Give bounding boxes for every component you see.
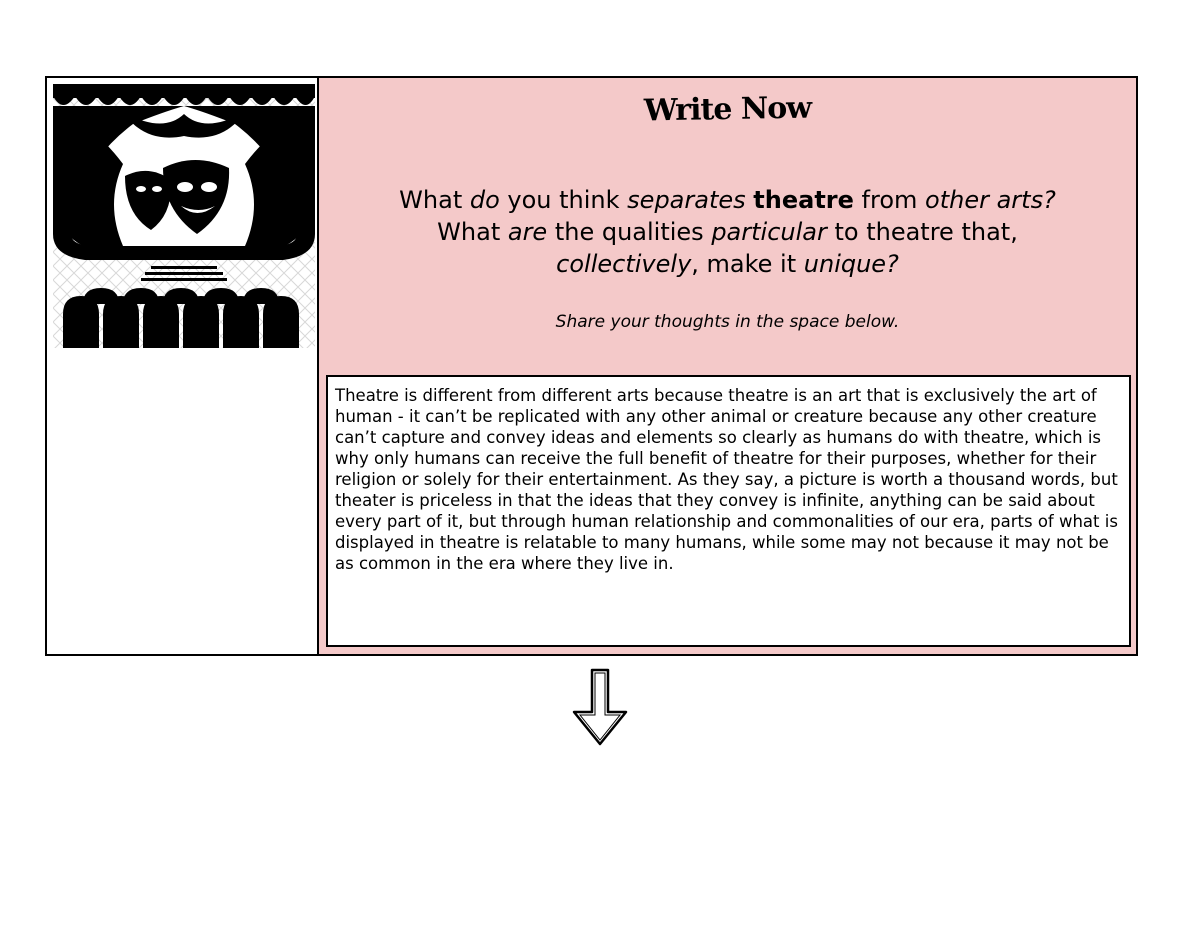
prompt-instruction: Share your thoughts in the space below. (555, 312, 900, 332)
prompt-panel (319, 78, 1136, 654)
prompt-segment: do (469, 186, 500, 214)
page-title: Write Now (643, 90, 812, 129)
prompt-segment: theatre (753, 186, 854, 214)
prompt-segment: What (399, 186, 470, 214)
prompt-segment: are (507, 218, 548, 246)
prompt-segment: What (437, 218, 508, 246)
prompt-segment: from (853, 186, 926, 214)
prompt-question (319, 184, 1136, 280)
answer-textarea[interactable]: Theatre is different from different arts because theatre is an art that is exclusively the art of human - it can’t be replicated with any other animal or creature because any other creature can’t capture and convey ideas and elements so clearly as humans do with theatre, which is why only humans can receive the full benefit of theatre for their purposes, whether for their religion or solely for their entertainment. As they say, a picture is worth a thousand words, but theater is priceless in that the ideas that they convey is infinite, anything can be said about every part of it, but through human relationship and commonalities of our era, parts of what is displayed in theatre is relatable to many humans, while some may not because it may not be as common in the era where they live in. (326, 375, 1131, 647)
prompt-line-1 (319, 184, 1136, 216)
prompt-segment: particular (711, 218, 827, 246)
prompt-segment: you think (499, 186, 628, 214)
prompt-segment: other arts? (925, 186, 1056, 214)
prompt-segment: unique? (803, 250, 899, 278)
theatre-stage-masks-icon (53, 84, 315, 348)
prompt-line-3 (319, 248, 1136, 280)
illustration-panel (47, 78, 319, 654)
prompt-segment: to theatre that, (826, 218, 1018, 246)
prompt-segment: , make it (691, 250, 804, 278)
prompt-segment: separates (627, 186, 746, 214)
write-now-card (45, 76, 1138, 656)
prompt-line-2 (319, 216, 1136, 248)
arrow-down-icon (568, 668, 632, 748)
prompt-segment: the qualities (547, 218, 712, 246)
prompt-segment: collectively (556, 250, 692, 278)
